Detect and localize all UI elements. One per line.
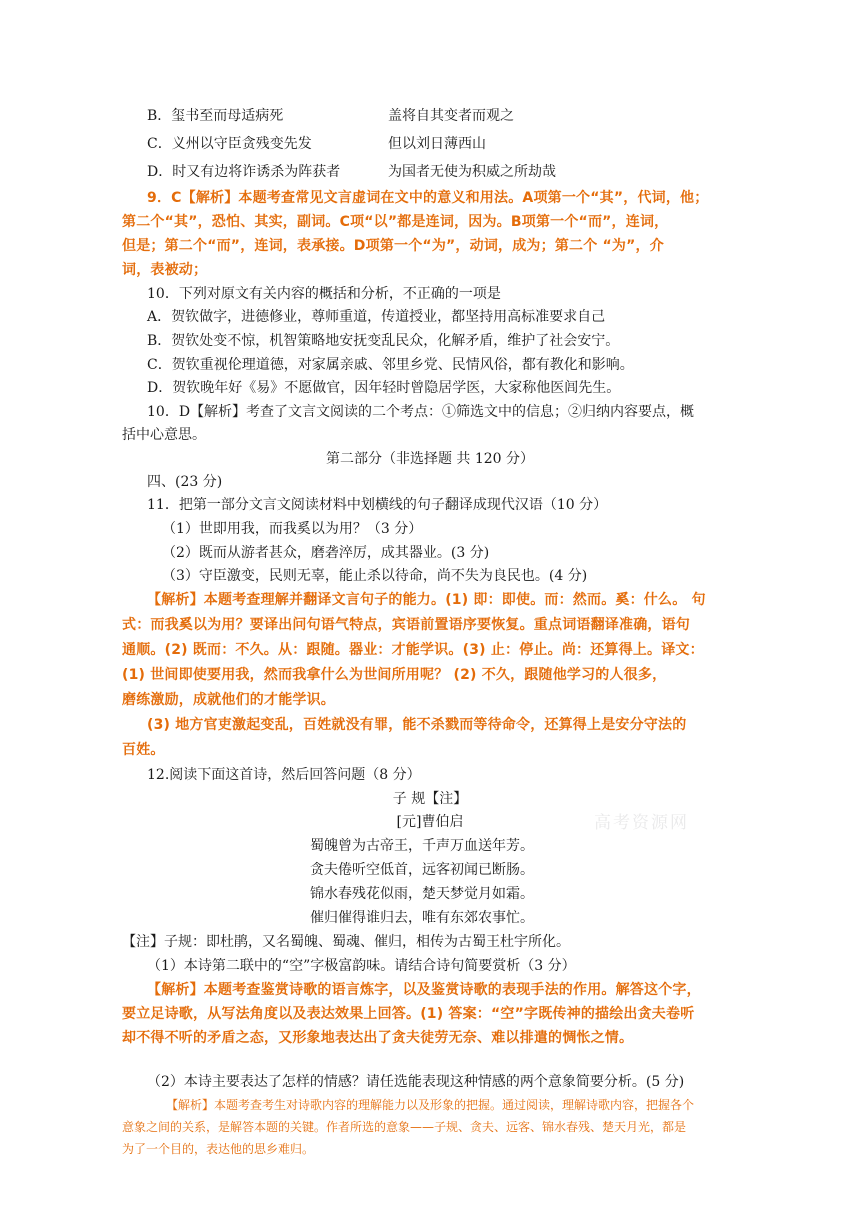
q10-option: B．贺钦处变不惊，机智策略地安抚变乱民众，化解矛盾，维护了社会安宁。 [147,333,620,349]
q11-answer-line: 百姓。 [122,742,165,758]
poem-line: 催归催得谁归去，唯有东郊农事忙。 [310,910,534,926]
q12-sub2-answer-line: 意象之间的关系，是解答本题的关键。作者所选的意象——子规、贪夫、远客、锦水春残、楚天月光，都是 [122,1120,687,1134]
q12-sub1-answer-line: 【解析】本题考查鉴赏诗歌的语言炼字，以及鉴赏诗歌的表现手法的作用。解答这个字， [147,982,701,998]
q12-sub1-answer-line: 要立足诗歌，从写法角度以及表达效果上回答。(1) 答案：“空”字既传神的描绘出贪夫卷听 [122,1006,695,1022]
poem-title: 子 规【注】 [392,791,468,807]
q12-sub1-answer-line: 却不得不听的矛盾之态，又形象地表达出了贪夫徒劳无奈、难以排遣的惆怅之情。 [122,1030,634,1046]
option-c-right: 但以刘日薄西山 [388,136,486,152]
option-d-right: 为国者无使为积威之所劫哉 [388,164,556,180]
section-four-heading: 四、(23 分) [147,474,223,490]
q11-stem: 11．把第一部分文言文阅读材料中划横线的句子翻译成现代汉语（10 分） [147,497,608,513]
watermark: 高考资源网 [594,813,689,833]
part2-title: 第二部分（非选择题 共 120 分） [325,451,535,467]
q11-answer-line: 【解析】本题考查理解并翻译文言句子的能力。(1) 即：即使。而：然而。奚：什么。 句 [147,592,706,608]
q10-answer-line: 10．D【解析】考查了文言文阅读的二个考点：①筛选文中的信息；②归纳内容要点，概 [147,404,695,420]
q10-stem: 10．下列对原文有关内容的概括和分析，不正确的一项是 [147,286,501,302]
q11-answer-line: 式：而我奚以为用？要译出问句语气特点，宾语前置语序要恢复。重点词语翻译准确，语句 [122,617,690,633]
q10-answer-line: 括中心意思。 [122,427,206,443]
poem-line: 锦水春残花似雨，楚天梦觉月如霜。 [310,886,534,902]
q10-option: D．贺钦晚年好《易》不愿做官，因年轻时曾隐居学医，大家称他医闾先生。 [147,380,621,396]
q11-answer-line: (1) 世间即使要用我，然而我拿什么为世间所用呢？ (2) 不久，跟随他学习的人很多， [122,667,667,683]
q10-option: C．贺钦重视伦理道德，对家属亲戚、邻里乡党、民情风俗，都有教化和影响。 [147,357,634,373]
q12-sub1: （1）本诗第二联中的“空”字极富韵味。请结合诗句简要赏析（3 分） [147,958,576,974]
poem-line: 蜀魄曾为古帝王，千声万血送年芳。 [310,838,534,854]
q11-item: （2）既而从游者甚众，磨砻淬厉，成其器业。(3 分) [162,545,490,561]
q12-sub2-answer-line: 【解析】本题考查考生对诗歌内容的理解能力以及形象的把握。通过阅读，理解诗歌内容，把握各个 [166,1098,695,1112]
poem-line: 贪夫倦听空低首，远客初闻已断肠。 [310,862,534,878]
q9-answer-line: 9．C【解析】本题考查常见文言虚词在文中的意义和用法。A项第一个“其”，代词，他； [147,190,709,206]
q11-item: （3）守臣激变，民则无辜，能止杀以待命，尚不失为良民也。(4 分) [162,568,588,584]
q11-answer-line: 磨练激励，成就他们的才能学识。 [122,692,335,708]
q10-option: A．贺钦做字，进德修业，尊师重道，传道授业，都坚持用高标准要求自己 [147,309,606,325]
q9-answer-line: 但是；第二个“而”，连词，表承接。D项第一个“为”，动词，成为；第二个 “为”，介 [122,238,664,254]
option-b-left: B．玺书至而母适病死 [147,108,284,124]
q12-stem: 12.阅读下面这首诗，然后回答问题（8 分） [147,767,421,783]
poem-note: 【注】子规：即杜鹃，又名蜀魄、蜀魂、催归，相传为古蜀王杜宇所化。 [122,934,570,950]
poem-author: [元]曹伯启 [396,814,464,830]
q11-answer-line: 通顺。(2) 既而：不久。从：跟随。器业：才能学识。(3) 止：停止。尚：还算得上。译文： [122,642,704,658]
option-c-left: C．义州以守臣贪残变先发 [147,136,312,152]
option-d-left: D．时又有边将诈诱杀为阵获者 [147,164,341,180]
q9-answer-line: 词，表被动； [122,262,208,278]
q12-sub2: （2）本诗主要表达了怎样的情感？请任选能表现这种情感的两个意象简要分析。(5 分) [147,1074,685,1090]
q9-answer-line: 第二个“其”，恐怕、其实，副词。C项“以”都是连词，因为。B项第一个“而”，连词， [122,214,669,230]
option-b-right: 盖将自其变者而观之 [388,108,514,124]
q11-answer-line: (3) 地方官吏激起变乱，百姓就没有罪，能不杀戮而等待命令，还算得上是安分守法的 [147,717,687,733]
q11-item: （1）世即用我，而我奚以为用？（3 分） [162,521,423,537]
q12-sub2-answer-line: 为了一个目的，表达他的思乡难归。 [122,1142,315,1156]
